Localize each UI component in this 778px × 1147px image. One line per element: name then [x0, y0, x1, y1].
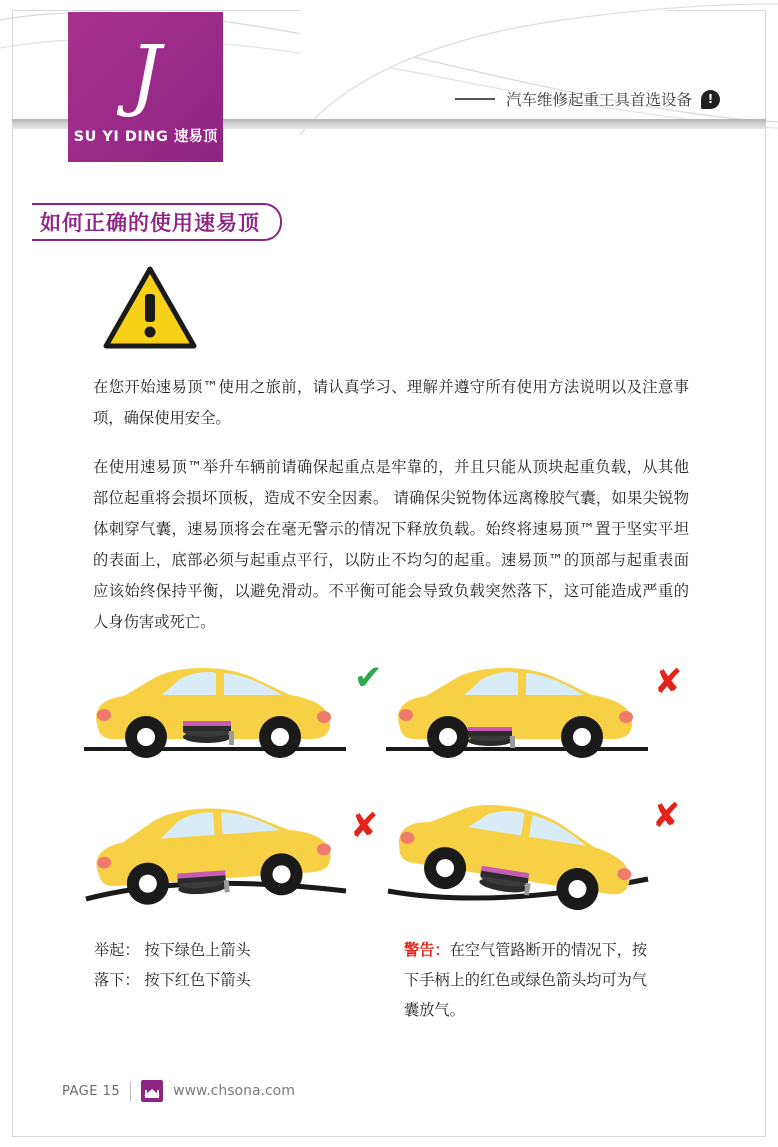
warning-triangle-icon	[103, 266, 197, 350]
warning-label: 警告：	[404, 941, 450, 959]
exclamation-bubble-icon: !	[701, 90, 720, 109]
header-tagline	[455, 88, 720, 110]
logo-wordmark	[68, 125, 223, 146]
status-cross-icon: ✘	[654, 662, 683, 702]
warning-text: 在空气管路断开的情况下，按下手柄上的红色或绿色箭头均可为气囊放气。	[404, 941, 647, 1019]
status-check-icon: ✔	[354, 658, 383, 698]
safety-paragraph: 在使用速易顶™举升车辆前请确保起重点是牢靠的，并且只能从顶块起重负载，从其他部位起重将会损坏顶板，造成不安全因素。 请确保尖锐物体远离橡胶气囊，如果尖锐物体刺穿气囊，速易顶将会在毫无警示的情况下释放负载。始终将速易顶™置于坚实平坦的表面上，底部必须与起重点平行，以防止不均匀的起重。速易顶™的顶部与起重表面应该始终保持平衡，以避免滑动。不平衡可能会导致负载突然落下，这可能造成严重的人身伤害或死亡。	[93, 458, 689, 631]
intro-paragraph: 在您开始速易顶™使用之旅前，请认真学习、理解并遵守所有使用方法说明以及注意事项，确保使用安全。	[93, 378, 689, 427]
tagline-text: 汽车维修起重工具首选设备	[505, 91, 692, 109]
caption-lift-line: 举起： 按下绿色上箭头	[94, 941, 251, 959]
tagline-dash-icon	[455, 98, 495, 100]
page-number: PAGE 15	[62, 1083, 121, 1099]
logo-cn: 速易顶	[173, 129, 218, 145]
illustration-sloped-ground	[84, 795, 379, 914]
status-cross-icon: ✘	[350, 806, 379, 846]
logo-latin: SU YI DING	[73, 129, 169, 145]
footer-divider	[130, 1081, 131, 1101]
section-heading	[32, 203, 282, 241]
logo-mark-icon: J	[129, 30, 162, 120]
section-heading-text: 如何正确的使用速易顶	[40, 211, 260, 235]
illustration-uneven-ground	[386, 795, 681, 914]
warning-caption	[404, 935, 654, 1025]
caption-lower-line: 落下： 按下红色下箭头	[94, 971, 251, 989]
operation-caption	[94, 935, 251, 995]
page-footer	[62, 1080, 295, 1102]
illustration-wrong-point	[386, 655, 683, 764]
home-icon	[141, 1080, 163, 1102]
brand-logo	[68, 12, 223, 162]
footer-url[interactable]: www.chsona.com	[173, 1083, 295, 1099]
status-cross-icon: ✘	[652, 796, 681, 836]
illustration-correct-flat	[84, 655, 383, 764]
